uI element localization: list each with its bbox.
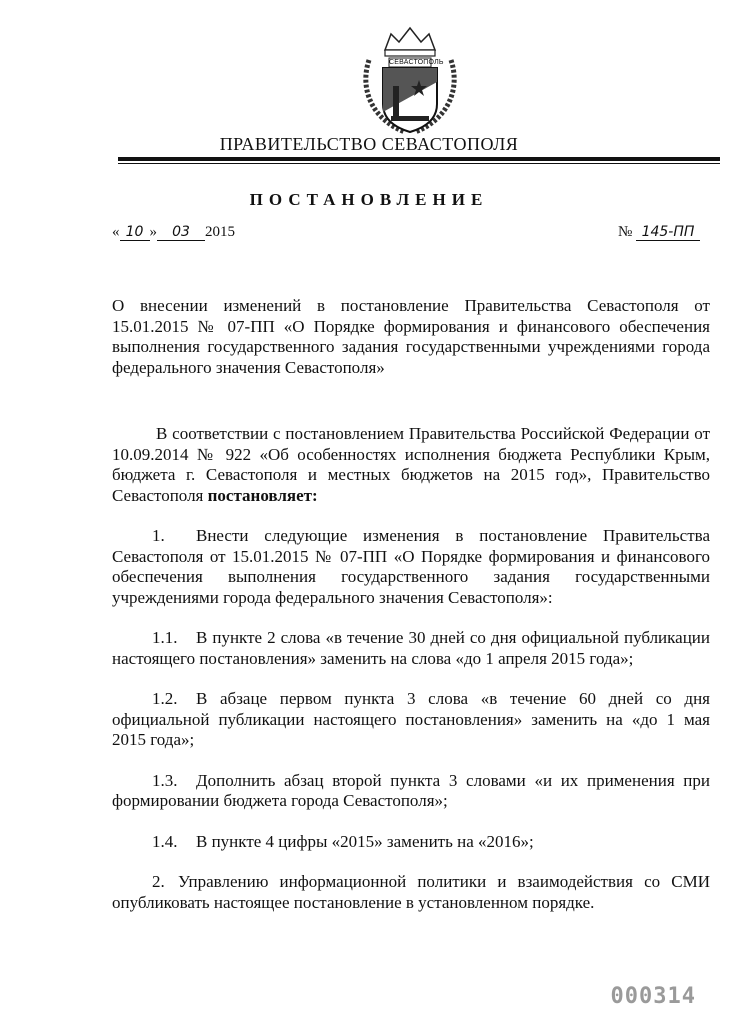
item-1-4 (112, 832, 710, 853)
document-date (112, 224, 235, 241)
item-text: Внести следующие изменения в постановление Правительства Севастополя от 15.01.2015 № 07-ПП «О Порядке формирования и финансового обеспечения выполнения государственного задания государственными учреждениями города федерального значения Севастополя»: (112, 526, 710, 607)
item-1 (112, 526, 710, 608)
date-year: 2015 (205, 224, 235, 240)
item-text: В пункте 2 слова «в течение 30 дней со дня официальной публикации настоящего постановления» заменить на слова «до 1 апреля 2015 года»; (112, 628, 710, 668)
emblem-caption: СЕВАСТОПОЛЬ (389, 59, 444, 66)
date-open-quote: « (112, 224, 120, 240)
item-2 (112, 872, 710, 913)
item-number: 1. (152, 526, 165, 545)
item-number: 1.3. (152, 770, 178, 790)
item-text: Управлению информационной политики и взаимодействия со СМИ опубликовать настоящее постановление в установленном порядке. (112, 872, 710, 912)
date-day: 10 (120, 225, 150, 241)
item-number: 1.1. (152, 628, 178, 647)
date-month: 03 (157, 225, 205, 241)
document-title: О внесении изменений в постановление Правительства Севастополя от 15.01.2015 № 07-ПП «О Порядке формирования и финансового обеспечения выполнения государственного задания государственными учреждениями города федерального значения Севастополя» (112, 296, 710, 377)
header-rule-thick (118, 157, 720, 161)
item-1-1 (112, 628, 710, 669)
document-type-heading: ПОСТАНОВЛЕНИЕ (249, 190, 489, 209)
item-1-3 (112, 771, 710, 812)
government-name: ПРАВИТЕЛЬСТВО СЕВАСТОПОЛЯ (219, 134, 519, 154)
item-number: 2. (152, 872, 165, 891)
preamble-text: В соответствии с постановлением Правительства Российской Федерации от 10.09.2014 № 922 «Об особенностях исполнения бюджета Республики Крым, бюджета г. Севастополя и местных бюджетов на 2015 год», Правительство Севастополя (112, 424, 710, 505)
item-number: 1.4. (152, 831, 178, 851)
item-text: Дополнить абзац второй пункта 3 словами «и их применения при формировании бюджета города Севастополя»; (112, 770, 710, 810)
coat-of-arms-emblem (355, 20, 465, 138)
preamble-paragraph (112, 424, 710, 506)
item-text: В абзаце первом пункта 3 слова «в течение 60 дней со дня официальной публикации настоящего постановления» заменить на «до 1 мая 2015 года»; (112, 689, 710, 749)
page-stamp: 000314 (610, 984, 696, 1009)
number-prefix: № (617, 224, 633, 240)
item-number: 1.2. (152, 689, 178, 708)
date-close-quote: » (149, 224, 157, 240)
header-rule-thin (118, 163, 720, 164)
number-value: 145-ПП (636, 225, 700, 241)
document-number (618, 224, 700, 241)
item-text: В пункте 4 цифры «2015» заменить на «2016»; (196, 831, 534, 851)
preamble-bold: постановляет: (207, 485, 318, 505)
document-body (112, 424, 710, 933)
item-1-2 (112, 689, 710, 751)
